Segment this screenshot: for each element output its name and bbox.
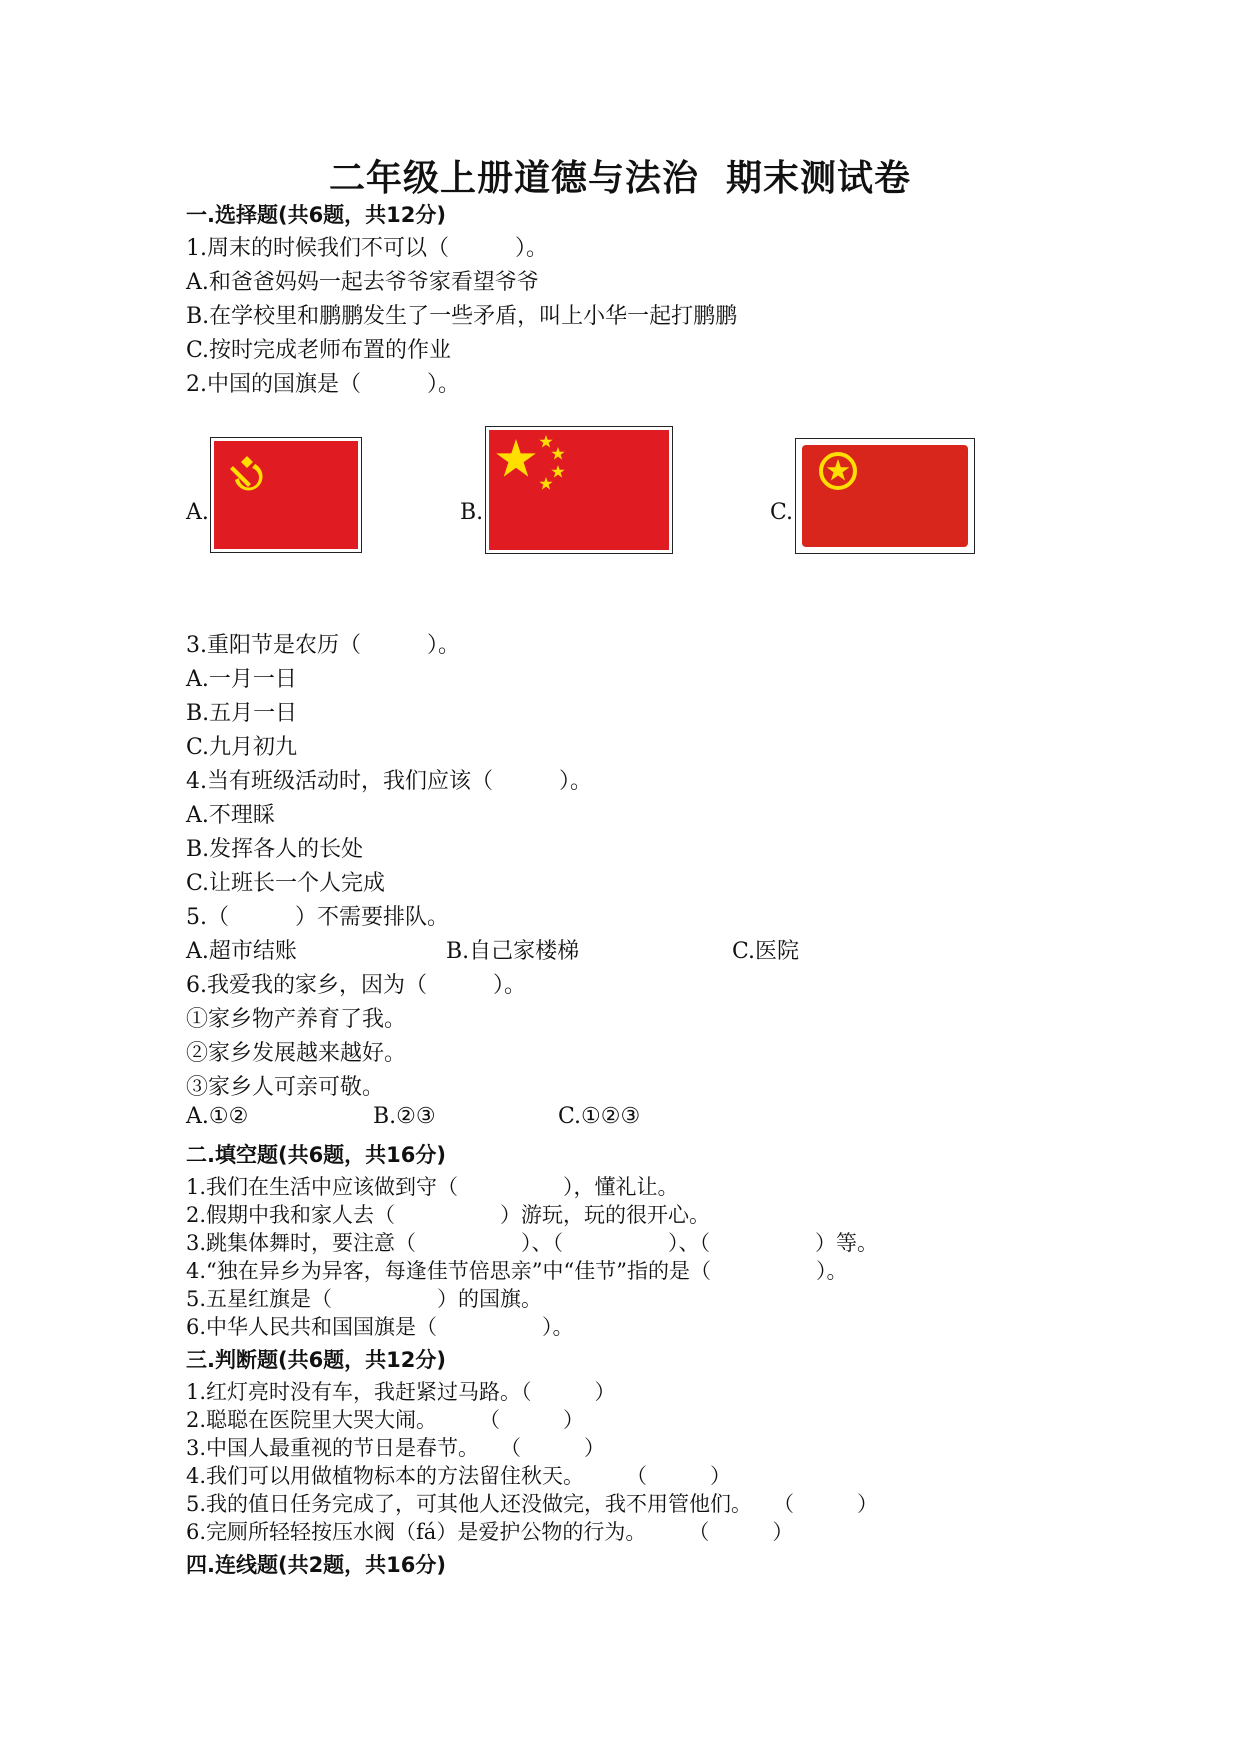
judge-question-1: 1.红灯亮时没有车，我赶紧过马路。（ ） bbox=[186, 1380, 616, 1404]
question-3-stem: 3.重阳节是农历（ ）。 bbox=[186, 633, 460, 658]
question-6-stem: 6.我爱我的家乡，因为（ ）。 bbox=[186, 973, 526, 998]
judge-question-5: 5.我的值日任务完成了，可其他人还没做完，我不用管他们。 （ ） bbox=[186, 1492, 879, 1516]
fill-question-3: 3.跳集体舞时，要注意（ ）、（ ）、（ ）等。 bbox=[186, 1231, 879, 1255]
judge-question-4: 4.我们可以用做植物标本的方法留住秋天。 （ ） bbox=[186, 1464, 732, 1488]
question-3-option-a: A.一月一日 bbox=[186, 667, 297, 692]
section-heading-matching: 四.连线题(共2题，共16分) bbox=[186, 1553, 447, 1577]
question-4-option-c: C.让班长一个人完成 bbox=[186, 871, 386, 896]
fill-question-4: 4.“独在异乡为异客，每逢佳节倍思亲”中“佳节”指的是（ ）。 bbox=[186, 1259, 848, 1283]
question-6-option-c: C.①②③ bbox=[558, 1104, 641, 1129]
page-title: 二年级上册道德与法治 期末测试卷 bbox=[328, 158, 912, 199]
fill-question-6: 6.中华人民共和国国旗是（ ）。 bbox=[186, 1315, 574, 1339]
fill-question-2: 2.假期中我和家人去（ ）游玩，玩的很开心。 bbox=[186, 1203, 711, 1227]
judge-question-2: 2.聪聪在医院里大哭大闹。 （ ） bbox=[186, 1408, 585, 1432]
question-4-stem: 4.当有班级活动时，我们应该（ ）。 bbox=[186, 769, 592, 794]
question-4-option-b: B.发挥各人的长处 bbox=[186, 837, 364, 862]
question-5-option-b: B.自己家楼梯 bbox=[446, 939, 580, 964]
question-5-option-c: C.医院 bbox=[732, 939, 800, 964]
fill-question-1: 1.我们在生活中应该做到守（ ），懂礼让。 bbox=[186, 1175, 679, 1199]
party-flag-icon bbox=[210, 437, 362, 553]
question-5-option-a: A.超市结账 bbox=[186, 939, 297, 964]
section-heading-fill: 二.填空题(共6题，共16分) bbox=[186, 1143, 447, 1167]
question-4-option-a: A.不理睬 bbox=[186, 803, 275, 828]
question-1-option-c: C.按时完成老师布置的作业 bbox=[186, 338, 452, 363]
question-1-stem: 1.周末的时候我们不可以（ ）。 bbox=[186, 236, 548, 261]
question-5-stem: 5.（ ）不需要排队。 bbox=[186, 905, 449, 930]
national-flag-icon bbox=[485, 426, 673, 554]
question-2-option-a-label: A. bbox=[186, 500, 209, 525]
question-3-option-c: C.九月初九 bbox=[186, 735, 298, 760]
fill-question-5: 5.五星红旗是（ ）的国旗。 bbox=[186, 1287, 543, 1311]
question-6-reason-1: ①家乡物产养育了我。 bbox=[186, 1007, 407, 1032]
question-6-option-b: B.②③ bbox=[373, 1104, 436, 1129]
question-6-reason-2: ②家乡发展越来越好。 bbox=[186, 1041, 407, 1066]
question-2-stem: 2.中国的国旗是（ ）。 bbox=[186, 372, 460, 397]
question-6-reason-3: ③家乡人可亲可敬。 bbox=[186, 1075, 385, 1100]
section-heading-choice: 一.选择题(共6题，共12分) bbox=[186, 203, 447, 227]
question-1-option-a: A.和爸爸妈妈一起去爷爷家看望爷爷 bbox=[186, 270, 539, 295]
question-2-option-c-label: C. bbox=[770, 500, 794, 525]
judge-question-3: 3.中国人最重视的节日是春节。 （ ） bbox=[186, 1436, 606, 1460]
question-3-option-b: B.五月一日 bbox=[186, 701, 298, 726]
youth-league-flag-icon bbox=[795, 438, 975, 554]
question-2-option-b-label: B. bbox=[460, 500, 484, 525]
question-1-option-b: B.在学校里和鹏鹏发生了一些矛盾，叫上小华一起打鹏鹏 bbox=[186, 304, 738, 329]
question-6-option-a: A.①② bbox=[186, 1104, 249, 1129]
section-heading-judge: 三.判断题(共6题，共12分) bbox=[186, 1348, 447, 1372]
judge-question-6: 6.完厕所轻轻按压水阀（fá）是爱护公物的行为。 （ ） bbox=[186, 1520, 794, 1544]
